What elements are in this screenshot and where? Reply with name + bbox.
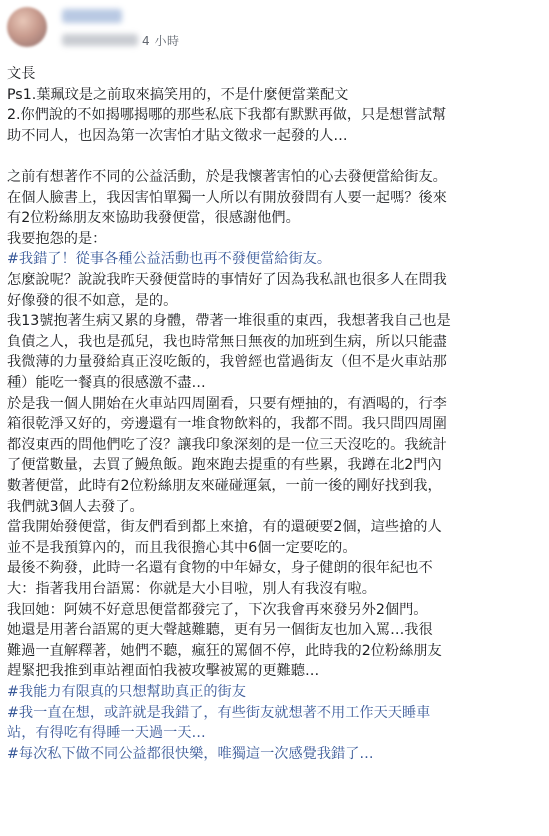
post-text-line: 最後不夠發，此時一名還有食物的中年婦女，身子健朗的很年紀也不 [7, 560, 433, 577]
avatar[interactable] [7, 7, 47, 47]
post-text-line: 種）能吃一餐真的很感激不盡… [7, 375, 206, 391]
post-text-line: 數著便當，此時有2位粉絲朋友來碰碰運氣，一前一後的剛好找到我， [7, 478, 442, 494]
post-text-line: 2.你們說的不如揭哪揭哪的那些私底下我都有默默再做，只是想嘗試幫 [7, 107, 447, 124]
post-text-line: 趕緊把我推到車站裡面怕我被攻擊被罵的更難聽… [7, 663, 320, 680]
post-text-line: 負債之人，我也是孤兒，我也時常無日無夜的加班到生病，所以只能盡 [7, 333, 447, 350]
post-text-line: 我13號抱著生病又累的身體，帶著一堆很重的東西，我想著我自己也是 [7, 313, 451, 330]
post-text-line: 好像發的很不如意，是的。 [7, 292, 178, 309]
post-text-line: Ps1.葉珮玟是之前取來搞笑用的，不是什麼便當業配文 [7, 86, 349, 103]
author-name-redacted[interactable] [62, 9, 122, 23]
post-text-line: 她還是用著台語罵的更大聲越難聽，更有另一個街友也加入罵…我很 [7, 622, 433, 639]
post-text-line: 箱很乾淨又好的，旁邊還有一堆食物飲料的，我都不問。我只問四周圍 [7, 416, 447, 433]
post-text-line: 難過一直解釋著，她們不聽，瘋狂的罵個不停，此時我的2位粉絲朋友 [7, 642, 442, 659]
post-text-line: 助不同人，也因為第一次害怕才貼文徵求一起發的人… [7, 127, 348, 144]
post-text-line: 在個人臉書上，我因害怕單獨一人所以有開放發問有人要一起嗎？後來 [7, 189, 447, 206]
hashtag-line[interactable]: 站，有得吃有得睡一天過一天… [7, 725, 206, 742]
hashtag-line[interactable]: #每次私下做不同公益都很快樂，唯獨這一次感覺我錯了… [7, 745, 374, 762]
post-text-line: 有2位粉絲朋友來協助我發便當，很感謝他們。 [7, 210, 300, 227]
post-text-line: 於是我一個人開始在火車站四周圍看，只要有煙抽的，有酒喝的，行李 [7, 395, 447, 412]
hashtag-line[interactable]: #我能力有限真的只想幫助真正的街友 [7, 684, 246, 700]
post-text-line: 我們就3個人去發了。 [7, 498, 144, 515]
post-text-line: 我微薄的力量發給真正沒吃飯的，我曾經也當過街友（但不是火車站那 [7, 354, 447, 371]
post-text-line: 我回她：阿姨不好意思便當都發完了，下次我會再來發另外2個門。 [7, 601, 428, 618]
post-text-line: 怎麼說呢？說說我昨天發便當時的事情好了因為我私訊也很多人在問我 [7, 272, 447, 288]
post-text-line: 並不是我預算內的，而且我很擔心其中6個一定要吃的。 [7, 539, 357, 556]
post-text-line: 當我開始發便當，街友們看到都上來搶，有的還硬要2個，這些搶的人 [7, 519, 442, 536]
post-text-line: 都沒東西的問他們吃了沒？讓我印象深刻的是一位三天沒吃的。我統計 [7, 436, 447, 453]
hashtag-line[interactable]: #我一直在想，或許就是我錯了，有些街友就想著不用工作天天睡車 [7, 704, 431, 721]
post-text-line: 了便當數量，去買了鰻魚飯。跑來跑去提重的有些累，我蹲在北2門內 [7, 457, 442, 474]
post-text-line: 文長 [7, 66, 36, 82]
post-timestamp[interactable]: 4 小時 [142, 34, 180, 48]
post-meta-redacted [62, 34, 138, 46]
hashtag-line[interactable]: #我錯了！從事各種公益活動也再不發便當給街友。 [7, 251, 332, 268]
post-text-line: 之前有想著作不同的公益活動，於是我懷著害怕的心去發便當給街友。 [7, 169, 447, 185]
post-text-line: 大：指著我用台語罵：你就是大小目啦，別人有我沒有啦。 [7, 581, 376, 597]
post-header [0, 0, 549, 56]
post-text-line: 我要抱怨的是： [7, 230, 107, 247]
